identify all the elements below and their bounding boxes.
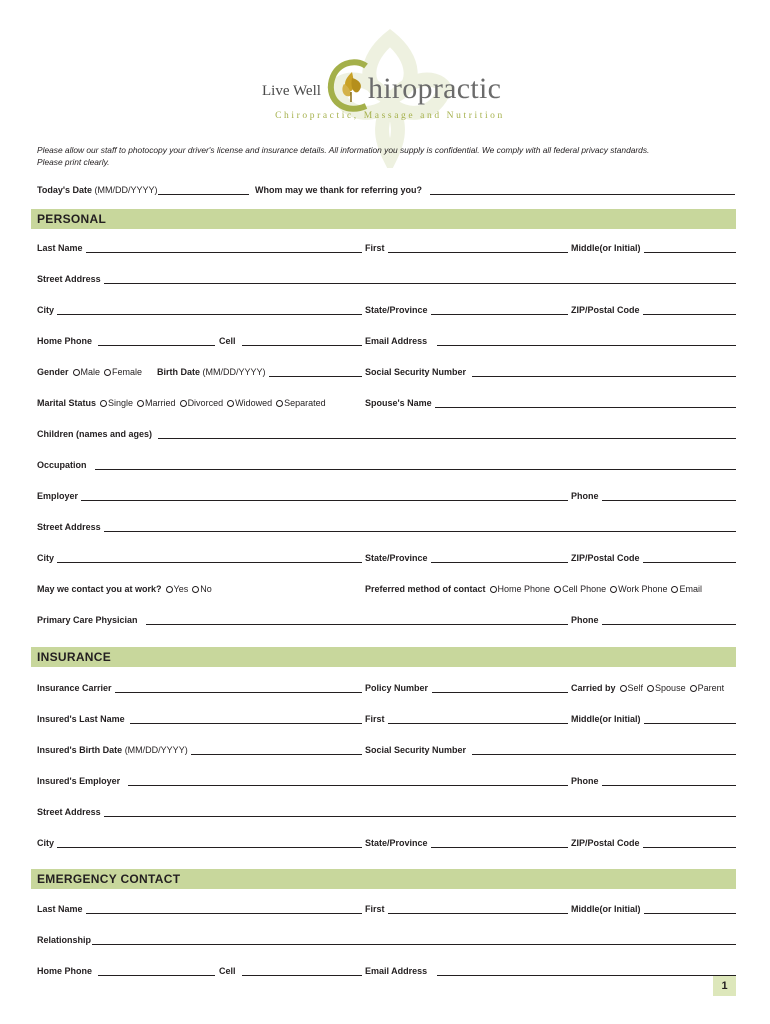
insured-city-field[interactable] [37, 835, 362, 848]
radio-circle-icon [73, 369, 80, 376]
carried-by-group [571, 680, 736, 693]
emergency-relationship-row [37, 932, 737, 946]
emergency-email-field[interactable] [365, 963, 736, 976]
emergency-home-phone-label: Home Phone [37, 966, 93, 976]
home-phone-field[interactable] [37, 333, 215, 346]
contact-at-work-label: May we contact you at work? [37, 584, 162, 594]
top-row [37, 182, 737, 196]
middle-name-label: Middle(or Initial) [571, 243, 641, 253]
occupation-field[interactable] [37, 457, 736, 470]
carried-option-label: Self [627, 683, 644, 693]
pcp-label: Primary Care Physician [37, 615, 138, 625]
employer-phone-field[interactable] [571, 488, 736, 501]
referral-label: Whom may we thank for referring you? [255, 185, 423, 195]
radio-circle-icon [100, 400, 107, 407]
policy-number-field[interactable] [365, 680, 568, 693]
policy-number-label: Policy Number [365, 683, 429, 693]
insured-last-name-label: Insured's Last Name [37, 714, 125, 724]
insured-ssn-label: Social Security Number [365, 745, 467, 755]
insured-birth-date-label: Insured's Birth Date [37, 745, 123, 755]
employer-street-label: Street Address [37, 522, 101, 532]
carried-option-self[interactable] [620, 683, 644, 693]
contact-option-work-phone[interactable] [610, 584, 667, 594]
emergency-email-label: Email Address [365, 966, 428, 976]
section-insurance-title: INSURANCE [37, 650, 112, 664]
radio-circle-icon [137, 400, 144, 407]
insured-city-label: City [37, 838, 55, 848]
emergency-name-row [37, 901, 737, 915]
section-emergency-contact [31, 869, 736, 889]
radio-circle-icon [610, 586, 617, 593]
birth-date-field[interactable] [157, 364, 362, 377]
middle-name-field[interactable] [571, 240, 736, 253]
contact-option-home-phone[interactable] [490, 584, 551, 594]
carried-option-label: Spouse [655, 683, 686, 693]
city-label: City [37, 305, 55, 315]
insured-employer-row [37, 773, 737, 787]
radio-circle-icon [671, 586, 678, 593]
personal-employer-row [37, 488, 737, 502]
contact-option-label: Home Phone [497, 584, 551, 594]
last-name-label: Last Name [37, 243, 83, 253]
marital-option-label: Divorced [187, 398, 224, 408]
employer-city-field[interactable] [37, 550, 362, 563]
todays-date-format: (MM/DD/YYYY) [94, 185, 158, 195]
personal-name-row [37, 240, 737, 254]
contact-option-label: Email [679, 584, 702, 594]
section-insurance [31, 647, 736, 667]
radio-circle-icon [104, 369, 111, 376]
emergency-cell-field[interactable] [219, 963, 362, 976]
marital-option-label: Married [145, 398, 176, 408]
insurance-carrier-field[interactable] [37, 680, 362, 693]
insured-last-name-field[interactable] [37, 711, 362, 724]
personal-children-row [37, 426, 737, 440]
carried-option-label: Parent [697, 683, 725, 693]
radio-circle-icon [227, 400, 234, 407]
intro-text [37, 144, 737, 168]
contact-at-work-group [37, 581, 362, 594]
employer-state-label: State/Province [365, 553, 428, 563]
contact-work-yes[interactable] [166, 584, 189, 594]
radio-circle-icon [620, 685, 627, 692]
insured-zip-label: ZIP/Postal Code [571, 838, 640, 848]
insured-birth-date-field[interactable] [37, 742, 362, 755]
insured-phone-label: Phone [571, 776, 599, 786]
ssn-field[interactable] [365, 364, 736, 377]
spouse-name-field[interactable] [365, 395, 736, 408]
insured-employer-field[interactable] [37, 773, 568, 786]
occupation-label: Occupation [37, 460, 87, 470]
insured-phone-field[interactable] [571, 773, 736, 786]
marital-option-married[interactable] [137, 398, 176, 408]
insurance-carrier-label: Insurance Carrier [37, 683, 112, 693]
relationship-label: Relationship [37, 935, 92, 945]
insured-ssn-field[interactable] [365, 742, 736, 755]
marital-option-label: Separated [284, 398, 326, 408]
employer-zip-label: ZIP/Postal Code [571, 553, 640, 563]
last-name-field[interactable] [37, 240, 362, 253]
employer-phone-label: Phone [571, 491, 599, 501]
emergency-last-name-field[interactable] [37, 901, 362, 914]
state-field[interactable] [365, 302, 568, 315]
personal-contact-row [37, 581, 737, 595]
relationship-field[interactable] [37, 932, 736, 945]
insured-state-field[interactable] [365, 835, 568, 848]
pcp-field[interactable] [37, 612, 568, 625]
insured-birth-date-format: (MM/DD/YYYY) [124, 745, 188, 755]
marital-option-widowed[interactable] [227, 398, 272, 408]
radio-circle-icon [180, 400, 187, 407]
insured-middle-name-field[interactable] [571, 711, 736, 724]
insured-street-row [37, 804, 737, 818]
emergency-first-name-label: First [365, 904, 385, 914]
insured-birth-row [37, 742, 737, 756]
gender-option-male[interactable] [73, 367, 101, 377]
ssn-label: Social Security Number [365, 367, 467, 377]
intro-line-1: Please allow our staff to photocopy your driver's license and insurance details. All information you supply is confidential. We comply with all federal privacy standards. [37, 145, 650, 155]
employer-street-field[interactable] [37, 519, 736, 532]
contact-work-no[interactable] [192, 584, 212, 594]
gender-label: Gender [37, 367, 69, 377]
insured-employer-label: Insured's Employer [37, 776, 121, 786]
children-label: Children (names and ages) [37, 429, 153, 439]
radio-circle-icon [647, 685, 654, 692]
emergency-phone-row [37, 963, 737, 977]
todays-date-field[interactable] [37, 182, 249, 195]
carried-option-spouse[interactable] [647, 683, 686, 693]
insured-zip-field[interactable] [571, 835, 736, 848]
intro-line-2: Please print clearly. [37, 157, 110, 167]
insured-middle-name-label: Middle(or Initial) [571, 714, 641, 724]
marital-option-single[interactable] [100, 398, 133, 408]
email-field[interactable] [365, 333, 736, 346]
email-label: Email Address [365, 336, 428, 346]
contact-option-email[interactable] [671, 584, 702, 594]
gender-group [37, 364, 155, 377]
insured-street-field[interactable] [37, 804, 736, 817]
birth-date-format: (MM/DD/YYYY) [202, 367, 266, 377]
first-name-field[interactable] [365, 240, 568, 253]
children-field[interactable] [37, 426, 736, 439]
emergency-first-name-field[interactable] [365, 901, 568, 914]
spouse-name-label: Spouse's Name [365, 398, 432, 408]
section-personal-title: PERSONAL [37, 212, 107, 226]
emergency-last-name-label: Last Name [37, 904, 83, 914]
employer-state-field[interactable] [365, 550, 568, 563]
preferred-contact-group [365, 581, 736, 594]
contact-option-label: Cell Phone [562, 584, 607, 594]
marital-option-separated[interactable] [276, 398, 326, 408]
carried-by-label: Carried by [571, 683, 616, 693]
street-address-label: Street Address [37, 274, 101, 284]
personal-phone-row [37, 333, 737, 347]
home-phone-label: Home Phone [37, 336, 93, 346]
contact-option-label: Work Phone [618, 584, 668, 594]
emergency-home-phone-field[interactable] [37, 963, 215, 976]
employer-field[interactable] [37, 488, 568, 501]
logo-chiropractic: hiropractic [368, 72, 502, 105]
insured-first-name-label: First [365, 714, 385, 724]
personal-occupation-row [37, 457, 737, 471]
insurance-carrier-row [37, 680, 737, 694]
marital-status-label: Marital Status [37, 398, 97, 408]
personal-pcp-row [37, 612, 737, 626]
insured-state-label: State/Province [365, 838, 428, 848]
gender-option-female[interactable] [104, 367, 142, 377]
personal-city-row [37, 302, 737, 316]
radio-circle-icon [690, 685, 697, 692]
employer-city-label: City [37, 553, 55, 563]
section-personal [31, 209, 736, 229]
gender-option-label: Male [80, 367, 101, 377]
personal-city2-row [37, 550, 737, 564]
personal-street2-row [37, 519, 737, 533]
radio-circle-icon [554, 586, 561, 593]
zip-field[interactable] [571, 302, 736, 315]
pcp-phone-field[interactable] [571, 612, 736, 625]
insured-city-row [37, 835, 737, 849]
radio-circle-icon [192, 586, 199, 593]
employer-label: Employer [37, 491, 79, 501]
contact-option-cell-phone[interactable] [554, 584, 606, 594]
pcp-phone-label: Phone [571, 615, 599, 625]
emergency-middle-name-field[interactable] [571, 901, 736, 914]
contact-work-no-label: No [200, 584, 212, 594]
personal-street-row [37, 271, 737, 285]
section-emergency-title: EMERGENCY CONTACT [37, 872, 181, 886]
personal-gender-row [37, 364, 737, 378]
logo [0, 58, 770, 128]
radio-circle-icon [276, 400, 283, 407]
radio-circle-icon [166, 586, 173, 593]
referral-field[interactable] [255, 182, 735, 195]
emergency-middle-name-label: Middle(or Initial) [571, 904, 641, 914]
insured-name-row [37, 711, 737, 725]
city-field[interactable] [37, 302, 362, 315]
birth-date-label: Birth Date [157, 367, 201, 377]
page-number: 1 [713, 976, 736, 996]
radio-circle-icon [490, 586, 497, 593]
emergency-cell-label: Cell [219, 966, 236, 976]
contact-work-yes-label: Yes [173, 584, 189, 594]
cell-field[interactable] [219, 333, 362, 346]
gender-option-label: Female [112, 367, 143, 377]
first-name-label: First [365, 243, 385, 253]
insured-street-label: Street Address [37, 807, 101, 817]
logo-live-well: Live Well [262, 83, 321, 99]
employer-zip-field[interactable] [571, 550, 736, 563]
marital-option-divorced[interactable] [180, 398, 224, 408]
zip-label: ZIP/Postal Code [571, 305, 640, 315]
preferred-contact-label: Preferred method of contact [365, 584, 486, 594]
carried-option-parent[interactable] [690, 683, 725, 693]
state-label: State/Province [365, 305, 428, 315]
marital-option-label: Single [108, 398, 134, 408]
logo-tagline: Chiropractic, Massage and Nutrition [275, 111, 505, 121]
marital-option-label: Widowed [235, 398, 273, 408]
marital-status-group [37, 395, 362, 408]
insured-first-name-field[interactable] [365, 711, 568, 724]
todays-date-label: Today's Date [37, 185, 92, 195]
personal-marital-row [37, 395, 737, 409]
street-address-field[interactable] [37, 271, 736, 284]
cell-label: Cell [219, 336, 236, 346]
